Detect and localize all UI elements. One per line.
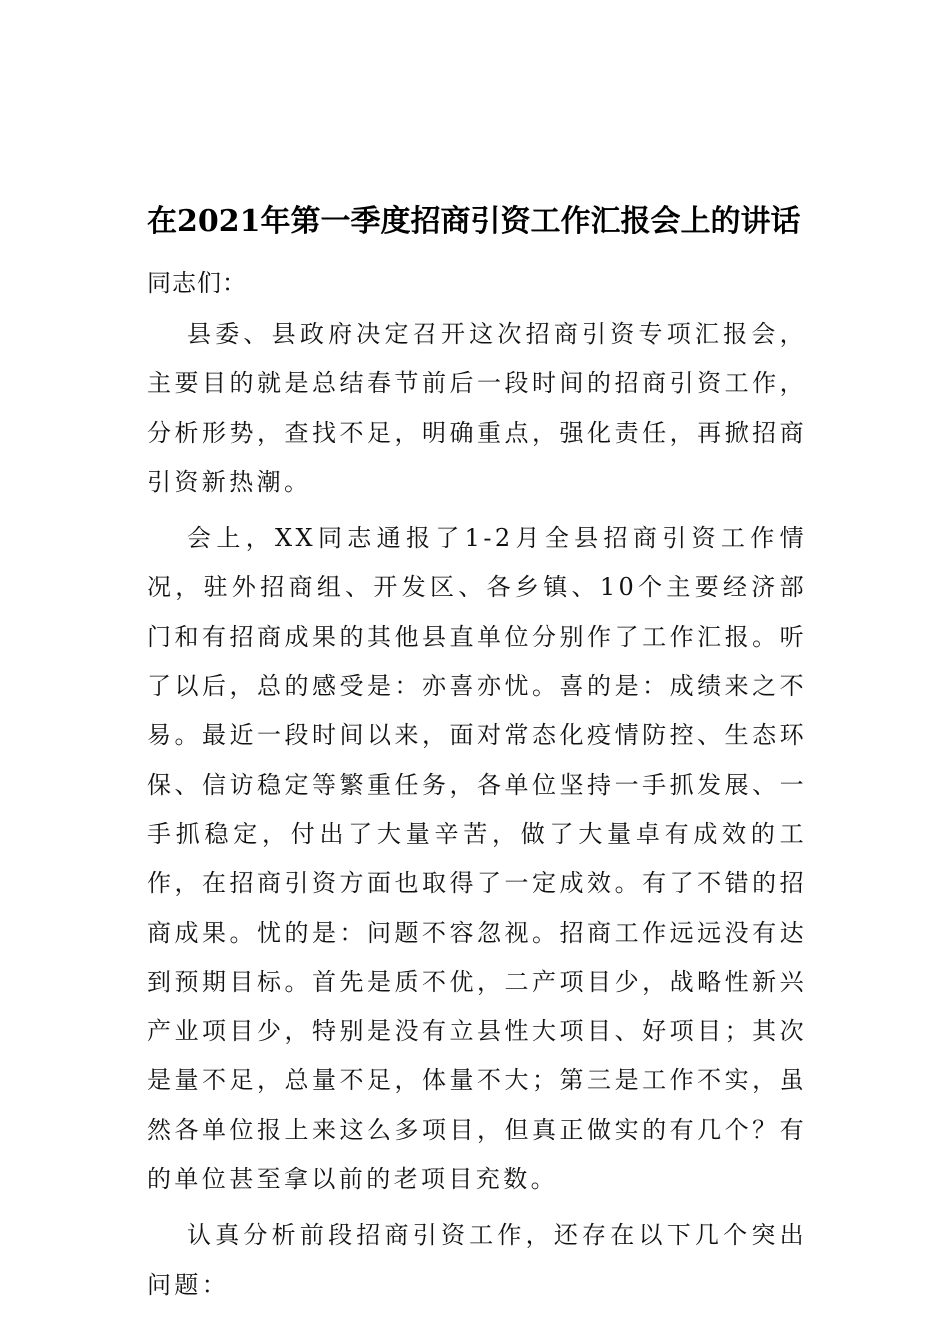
paragraph-problems-lead: 认真分析前段招商引资工作，还存在以下几个突出问题：	[147, 1221, 807, 1299]
paragraph-intro: 县委、县政府决定召开这次招商引资专项汇报会，主要目的就是总结春节前后一段时间的招商引资工作，分析形势，查找不足，明确重点，强化责任，再掀招商引资新热潮。	[147, 320, 807, 496]
document-page	[147, 195, 807, 1310]
paragraph-meeting-summary: 会上，XX同志通报了1-2月全县招商引资工作情况，驻外招商组、开发区、各乡镇、10个主要经济部门和有招商成果的其他县直单位分别作了工作汇报。听了以后，总的感受是：亦喜亦忧。喜的是：成绩来之不易。最近一段时间以来，面对常态化疫情防控、生态环保、信访稳定等繁重任务，各单位坚持一手抓发展、一手抓稳定，付出了大量辛苦，做了大量卓有成效的工作，在招商引资方面也取得了一定成效。有了不错的招商成果。忧的是：问题不容忽视。招商工作远远没有达到预期目标。首先是质不优，二产项目少，战略性新兴产业项目少，特别是没有立县性大项目、好项目；其次是量不足，总量不足，体量不大；第三是工作不实，虽然各单位报上来这么多项目，但真正做实的有几个？有的单位甚至拿以前的老项目充数。	[147, 524, 807, 1194]
salutation: 同志们：	[147, 269, 247, 297]
document-title: 在2021年第一季度招商引资工作汇报会上的讲话	[147, 204, 801, 239]
